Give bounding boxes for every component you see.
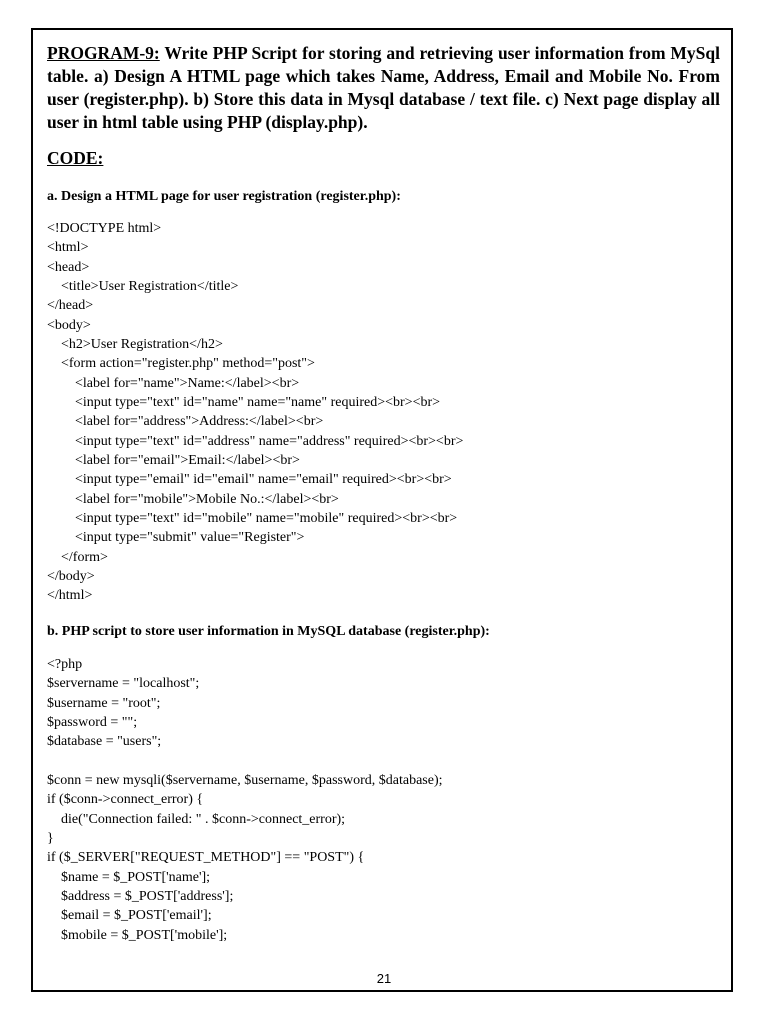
code-line: </head> — [47, 298, 94, 314]
code-line: $username = "root"; — [47, 695, 161, 711]
program-label: PROGRAM-9: — [47, 43, 160, 63]
code-line: <h2>User Registration</h2> — [47, 336, 223, 352]
code-line: </html> — [47, 588, 93, 604]
program-description: Write PHP Script for storing and retrieving user information from MySql table. a) Design A HTML page which takes Name, Address, Email and Mobile No. From user (register.php). b) Store this data in Mysql database / text file. c) Next page display all user in html table using PHP (display.php). — [47, 43, 721, 132]
code-line: <label for="name">Name:</label><br> — [47, 375, 300, 391]
code-line: <label for="mobile">Mobile No.:</label><br> — [47, 491, 339, 507]
program-heading — [47, 42, 720, 134]
page-number: 21 — [376, 971, 392, 986]
code-line: $servername = "localhost"; — [47, 676, 200, 692]
code-line: <html> — [47, 240, 89, 256]
code-block-php — [47, 655, 443, 945]
code-line: $password = ""; — [47, 714, 138, 730]
code-line: <input type="text" id="mobile" name="mobile" required><br><br> — [47, 510, 458, 526]
section-b-heading: b. PHP script to store user information in MySQL database (register.php): — [47, 624, 490, 639]
code-line: <!DOCTYPE html> — [47, 221, 162, 236]
code-line: </body> — [47, 568, 95, 584]
code-line: <input type="email" id="email" name="email" required><br><br> — [47, 472, 452, 488]
code-line: $address = $_POST['address']; — [47, 888, 234, 904]
code-line: <input type="text" id="address" name="address" required><br><br> — [47, 433, 464, 449]
code-line: <body> — [47, 317, 91, 333]
code-block-html — [47, 219, 463, 606]
code-line: <head> — [47, 259, 90, 275]
code-heading: CODE: — [47, 148, 104, 168]
code-line: <form action="register.php" method="post"> — [47, 356, 315, 372]
code-line: $name = $_POST['name']; — [47, 869, 211, 885]
code-line: die("Connection failed: " . $conn->connect_error); — [47, 811, 346, 827]
code-line: <title>User Registration</title> — [47, 278, 239, 294]
code-line: $database = "users"; — [47, 734, 162, 750]
code-line: <input type="submit" value="Register"> — [47, 530, 305, 546]
section-a-heading: a. Design a HTML page for user registration (register.php): — [47, 189, 401, 204]
code-line: if ($conn->connect_error) { — [47, 792, 204, 808]
code-line: <label for="address">Address:</label><br> — [47, 414, 324, 430]
code-line: <label for="email">Email:</label><br> — [47, 452, 300, 468]
code-line: <input type="text" id="name" name="name" required><br><br> — [47, 394, 441, 410]
code-line — [47, 752, 443, 771]
code-line: if ($_SERVER["REQUEST_METHOD"] == "POST") { — [47, 850, 365, 866]
code-line: $conn = new mysqli($servername, $username, $password, $database); — [47, 772, 443, 788]
code-line: $mobile = $_POST['mobile']; — [47, 927, 228, 943]
code-line: } — [47, 830, 54, 846]
code-line: <?php — [47, 657, 83, 672]
code-line: $email = $_POST['email']; — [47, 908, 212, 924]
code-line: </form> — [47, 549, 108, 565]
